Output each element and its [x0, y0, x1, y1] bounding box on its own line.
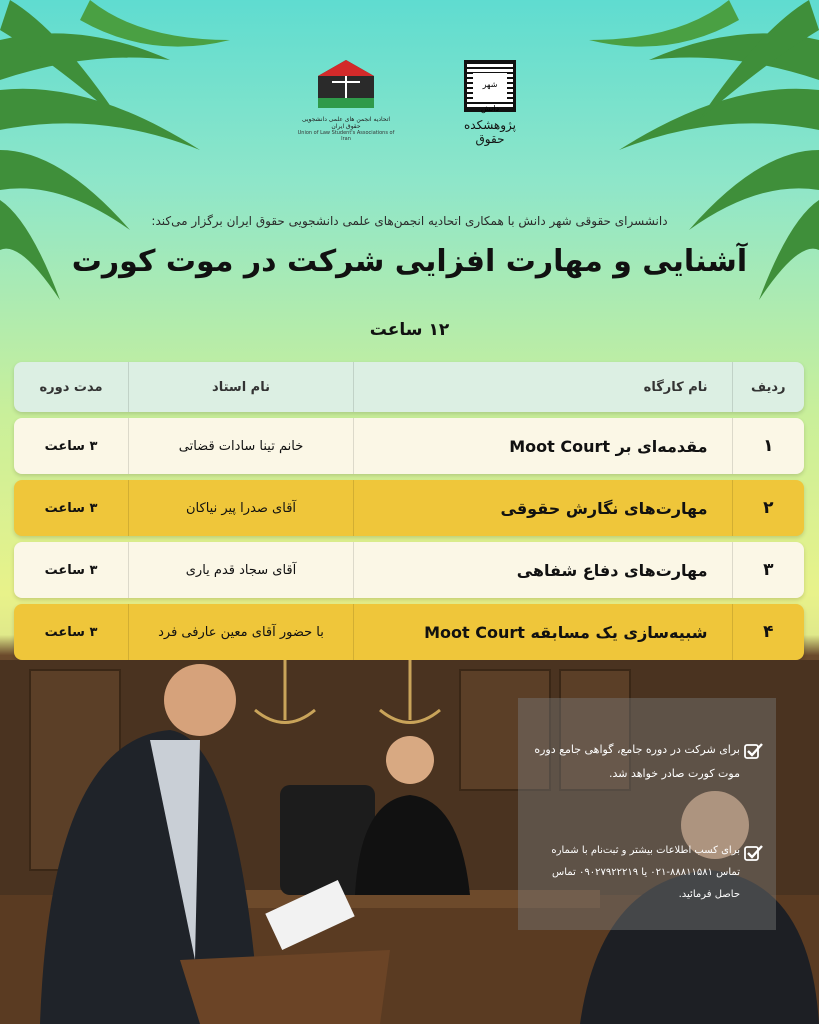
row-duration: ۳ ساعت: [44, 438, 98, 454]
row-teacher: خانم تینا سادات قضاتی: [128, 418, 353, 474]
organizer-subtitle: دانشسرای حقوقی شهر دانش با همکاری اتحادیه انجمن‌های علمی دانشجویی حقوق ایران برگزار می‌کند:: [151, 214, 668, 228]
info-contact-text: برای کسب اطلاعات بیشتر و ثبت‌نام با شماره تماس ۸۸۸۱۱۵۸۱-۰۲۱ یا ۰۹۰۲۷۹۲۲۲۱۹ تماس حاصل فرمائید.: [551, 845, 740, 900]
row-name: مقدمه‌ای بر Moot Court: [353, 418, 731, 474]
row-teacher: با حضور آقای معین عارفی فرد: [128, 604, 353, 660]
header-name: نام کارگاه: [353, 362, 731, 412]
research-institute-mark: شهر دانش: [473, 73, 507, 99]
table-row: [14, 480, 804, 536]
row-name: مهارت‌های دفاع شفاهی: [353, 542, 731, 598]
row-index: ۱: [732, 418, 804, 474]
info-item: [532, 738, 764, 786]
total-hours: ۱۲ ساعت: [369, 320, 450, 340]
table-header: [14, 362, 804, 412]
info-box: [518, 698, 776, 930]
info-item: [532, 840, 764, 906]
research-institute-caption: پژوهشکده حقوق: [463, 118, 516, 146]
checkmark-icon: [744, 844, 764, 862]
union-logo-caption: اتحادیه انجمن های علمی دانشجویی حقوق ایران: [301, 116, 391, 130]
union-logo: [296, 58, 396, 144]
row-index: ۲: [732, 480, 804, 536]
row-teacher: آقای سجاد قدم یاری: [128, 542, 353, 598]
table-row: [14, 604, 804, 660]
row-name: مهارت‌های نگارش حقوقی: [353, 480, 731, 536]
header-index: ردیف: [732, 362, 804, 412]
row-duration: ۳ ساعت: [44, 562, 98, 578]
table-row: [14, 542, 804, 598]
page-title: آشنایی و مهارت افزایی شرکت در موت کورت: [71, 244, 748, 279]
row-duration: ۳ ساعت: [44, 500, 98, 516]
info-certificate-text: برای شرکت در دوره جامع، گواهی جامع دوره موت کورت صادر خواهد شد.: [534, 743, 740, 780]
row-index: ۴: [732, 604, 804, 660]
union-logo-caption-en: Union of Law Student's Associations of Iran: [297, 130, 395, 142]
research-institute-logo: [450, 60, 530, 146]
table-row: [14, 418, 804, 474]
scales-emblem-icon: [314, 58, 378, 112]
row-name: شبیه‌سازی یک مسابقه Moot Court: [353, 604, 731, 660]
header-duration: مدت دوره: [39, 379, 103, 395]
checkmark-icon: [744, 742, 764, 760]
row-index: ۳: [732, 542, 804, 598]
row-teacher: آقای صدرا پیر نیاکان: [128, 480, 353, 536]
header-teacher: نام استاد: [128, 362, 353, 412]
row-duration: ۳ ساعت: [44, 624, 98, 640]
